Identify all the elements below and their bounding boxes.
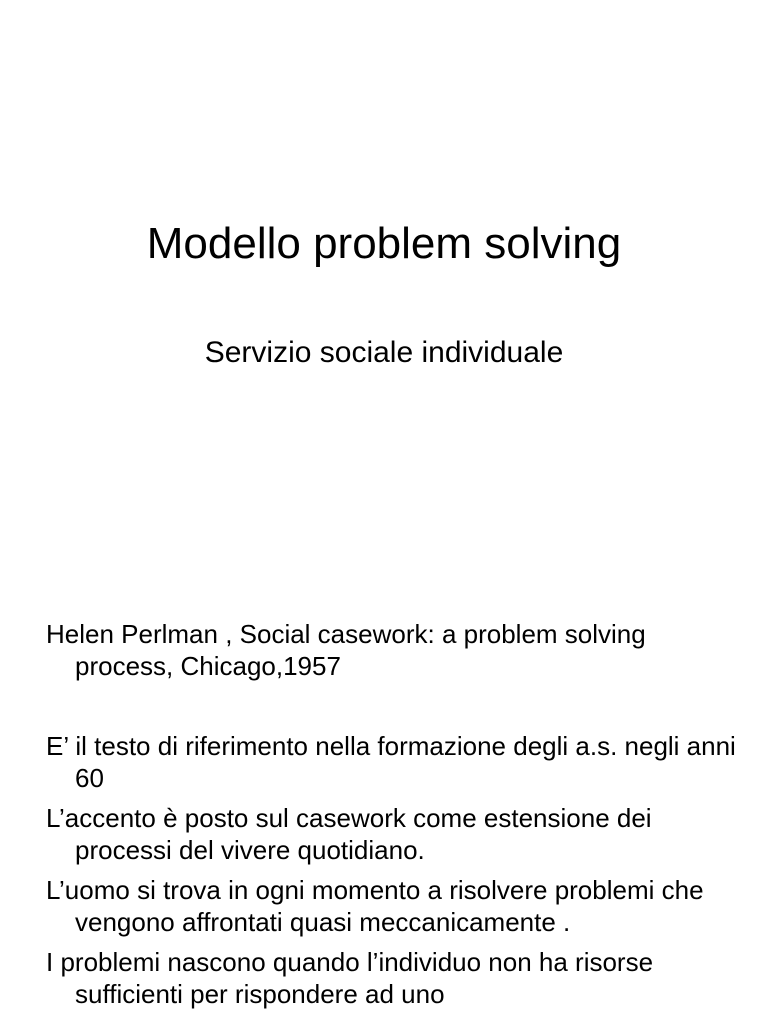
- slide-body: [46, 618, 746, 1018]
- body-paragraph: I problemi nascono quando l’individuo non ha risorse sufficienti per rispondere ad uno: [46, 947, 654, 1009]
- slide-subtitle: Servizio sociale individuale: [204, 336, 564, 369]
- body-paragraph: L’uomo si trova in ogni momento a risolvere problemi che vengono affrontati quasi meccanicamente .: [46, 875, 704, 937]
- body-paragraph: E’ il testo di riferimento nella formazione degli a.s. negli anni 60: [46, 731, 736, 793]
- reference-paragraph: Helen Perlman , Social casework: a problem solving process, Chicago,1957: [46, 619, 646, 681]
- body-paragraph: L’accento è posto sul casework come estensione dei processi del vivere quotidiano.: [46, 803, 652, 865]
- slide-title: Modello problem solving: [146, 219, 622, 268]
